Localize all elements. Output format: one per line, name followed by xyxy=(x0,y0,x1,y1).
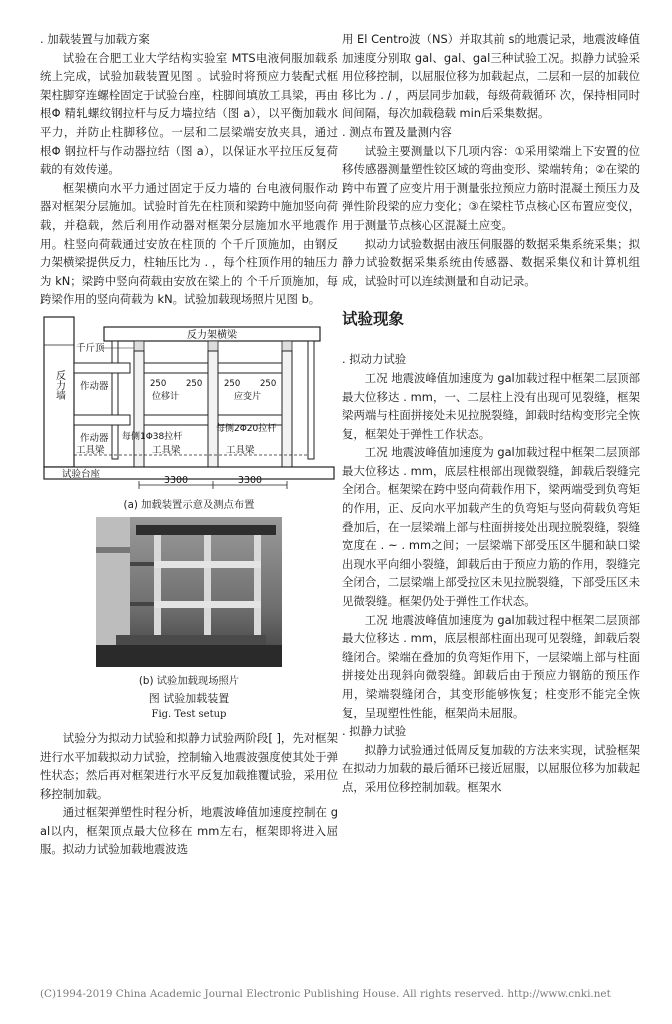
label-dim-250-a: 250 xyxy=(150,378,167,389)
figure-test-setup xyxy=(40,315,338,723)
paragraph-case-1: 工况 地震波峰值加速度为 gal加载过程中框架二层顶部最大位移达 . mm，一、二层柱上没有出现可见裂缝，框架梁两端与柱面拼接处未见拉脱裂缝，卸载时结构变形完全恢复，框架处于弹性工作状态。 xyxy=(342,370,641,441)
paragraph-analysis: 通过框架弹塑性时程分析，地震波峰值加速度控制在 gal以内，框架顶点最大位移在 mm左右，框架即将进入屈服。拟动力试验加载地震波选 xyxy=(40,805,338,857)
heading-pseudo-static: . 拟静力试验 xyxy=(342,724,407,739)
label-dim-250-c: 250 xyxy=(224,378,241,389)
label-tie-rods-lower: 每侧2Φ20拉杆 xyxy=(216,423,277,434)
paragraph-pseudo-static: 拟静力试验通过低周反复加载的方法来实现，试验框架在拟动力加载的最后循环已接近屈服，以屈服位移为加载起点，采用位移控制加载。框架水 xyxy=(342,742,640,794)
paragraph-setup: 试验在合肥工业大学结构实验室 MTS电液伺服加载系统上完成，试验加载装置见图 。试验时将预应力装配式框架柱脚穿连螺栓固定于试验台座，柱脚间填放工具梁，再由 根Φ 精轧螺纹钢拉杆与反力墙拉结（图 a），以平衡加载水平力，并防止柱脚移位。一层和二层梁端安放夹具，通过 根Φ 钢拉杆与作动器拉结（图 a），以保证水平拉压反复荷载的有效传递。 xyxy=(40,50,338,177)
section-title: 试验现象 xyxy=(342,310,405,329)
label-dim-250-d: 250 xyxy=(260,378,277,389)
label-tie-rods-upper: 每侧1Φ38拉杆 xyxy=(122,431,183,442)
paragraph-horizontal-force: 框架横向水平力通过固定于反力墙的 台电液伺服作动器对框架分层施加。试验时首先在柱顶和梁跨中施加竖向荷载，并稳载，然后利用作动器对框架分层施加水平地震作用。柱竖向荷载通过安放在柱顶的 个千斤顶施加，由钢反力架横梁提供反力，柱轴压比为 . ，每个柱顶作用的轴压力为 kN；梁跨中竖向荷载由安放在梁上的 个千斤顶施加，每跨梁作用的竖向荷载为 kN。试验加载现场照片见图 b。 xyxy=(40,180,338,307)
caption-b: (b) 试验加载现场照片 xyxy=(138,674,240,687)
test-site-photo xyxy=(96,517,282,667)
paragraph-measurements: 试验主要测量以下几项内容：①采用梁端上下安置的位移传感器测量塑性铰区域的弯曲变形、梁端转角；②在梁的跨中布置了应变片用于测量张拉预应力筋时混凝土预压力及弹性阶段梁的应力变化；③在梁柱节点核心区布置应变仪，用于测量节点核心区混凝土应变。 xyxy=(342,143,640,232)
label-reaction-wall: 反力墙 xyxy=(53,369,65,400)
paragraph-data-acquisition: 拟动力试验数据由液压伺服器的数据采集系统采集；拟静力试验数据采集系统由传感器、数据采集仪和计算机组成，试验时可以连续测量和自动记录。 xyxy=(342,236,640,288)
label-jack: 千斤顶 xyxy=(76,342,105,354)
label-tool-beam-a: 工具梁 xyxy=(76,444,105,456)
paragraph-case-3: 工况 地震波峰值加速度为 gal加载过程中框架二层顶部最大位移达 . mm，底层根部柱面出现可见裂缝，卸载后裂缝闭合。梁端在叠加的负弯矩作用下，一层梁端上部与柱面拼接处出现斜向微裂缝。卸载后由于预应力钢筋的预压作用，梁端裂缝闭合，其变形能够恢复；柱变形不能完全恢复，呈现塑性性能，框架尚未屈服。 xyxy=(342,612,641,720)
label-displacement-meter: 位移计 xyxy=(152,391,180,402)
label-span-left: 3300 xyxy=(163,474,189,486)
caption-a: (a) 加载装置示意及测点布置 xyxy=(123,498,255,511)
heading-measurement: . 测点布置及量测内容 xyxy=(342,124,452,139)
paragraph-case-2: 工况 地震波峰值加速度为 gal加载过程中框架二层顶部最大位移达 . mm，底层柱根部出现微裂缝，卸载后裂缝完全闭合。框架梁在跨中竖向荷载作用下，梁两端受到负弯矩的作用，正、反向水平加载产生的负弯矩与竖向荷载负弯矩叠加后，在一层梁端上部与柱面拼接处出现拉脱裂缝，裂缝宽度在 . ~ . mm之间；一层梁端下部受压区牛腿和缺口梁出现水平向细小裂缝，卸载后由于预应力筋的作用，裂缝完全闭合，二层梁端上部受拉区未见拉脱裂缝，下部受压区未见微裂缝。框架仍处于弹性工作状态。 xyxy=(342,445,641,609)
loading-setup-diagram xyxy=(40,315,338,495)
heading-pseudo-dynamic: . 拟动力试验 xyxy=(342,352,407,367)
label-strain-gauge: 应变片 xyxy=(234,391,262,402)
label-test-base: 试验台座 xyxy=(62,468,101,480)
copyright-footer: (C)1994-2019 China Academic Journal Electronic Publishing House. All rights reserved. http://www.cnki.net xyxy=(40,988,611,1000)
caption-en: Fig. Test setup xyxy=(151,708,227,720)
label-reaction-beam: 反力架横梁 xyxy=(187,329,237,341)
label-dim-250-b: 250 xyxy=(186,378,203,389)
label-span-right: 3300 xyxy=(237,474,263,486)
label-actuator-upper: 作动器 xyxy=(80,380,109,392)
heading-loading-setup: . 加载装置与加载方案 xyxy=(40,32,150,46)
label-tool-beam-c: 工具梁 xyxy=(226,444,255,456)
paragraph-test-phases: 试验分为拟动力试验和拟静力试验两阶段[ ]，先对框架进行水平加载拟动力试验，控制输入地震波强度使其处于弹性状态；然后再对框架进行水平反复加载推覆试验，采用位移控制加载。 xyxy=(40,730,338,801)
label-tool-beam-b: 工具梁 xyxy=(152,444,181,456)
right-column xyxy=(342,30,640,797)
label-actuator-lower: 作动器 xyxy=(80,432,109,444)
caption-cn: 图 试验加载装置 xyxy=(148,691,230,705)
paragraph-seismic-wave: 用 El Centro波（NS）并取其前 s的地震记录，地震波峰值加速度分别取 gal、gal、gal三种试验工况。拟静力试验采用位移控制，以屈服位移为加载起点，二层和一层的加载位移比为 . / ，两层同步加载，每级荷载循环 次，保持相同时间间隔，每次加载稳载 min后采集数据。 xyxy=(342,32,640,121)
left-column xyxy=(40,30,338,859)
